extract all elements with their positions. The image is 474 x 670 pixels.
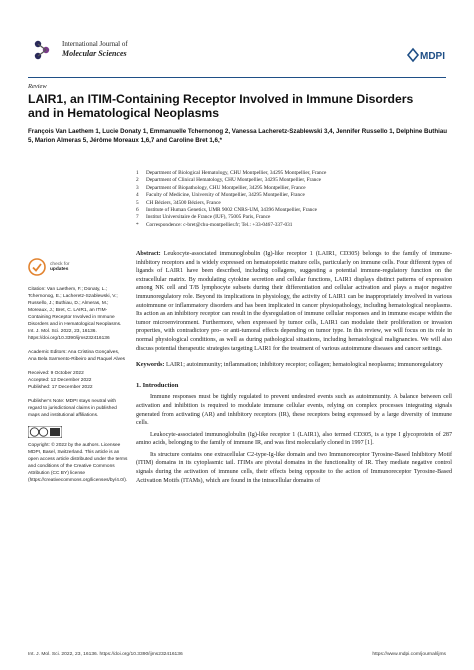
affiliation-number: 5 <box>136 199 139 206</box>
author-list: François Van Laethem 1, Lucie Donaty 1, Emmanuelle Tchernonog 2, Vanessa Lacheretz-Szablewski 3,4, Jennifer Russello 1, Delphine Buthiau 5, Marion Almeras 5, Jérôme Moreaux 1,6,7 and Caroline Bret 1,6,* <box>28 128 448 145</box>
mdpi-logo-text: MDPI <box>420 51 445 62</box>
footer-journal-link[interactable]: https://www.mdpi.com/journal/ijms <box>372 652 446 657</box>
affiliation-item <box>136 214 456 221</box>
check-updates-icon <box>28 258 46 276</box>
journal-name <box>62 40 128 58</box>
affiliation-number: 3 <box>136 184 139 191</box>
abstract-label: Abstract: <box>136 251 161 257</box>
affiliation-text: Department of Biopathology, CHU Montpellier, 34295 Montpellier, France <box>146 184 306 191</box>
affiliation-number: * <box>136 221 139 228</box>
intro-paragraph: Immune responses must be tightly regulated to prevent undesired events such as autoimmunity. A balance between cell activation and inhibition is required to modulate immune cellular events, relying on complex processes integrating signals generated from activating (AR) and inhibitory receptors (IR), these receptors being expressed by a large diversity of immune cells. <box>136 394 452 427</box>
academic-editors: Academic Editors: Ana Cristina Gonçalves, Ana Bela Sarmento-Ribeiro and Raquel Alves <box>28 350 126 362</box>
section-heading-introduction: 1. Introduction <box>136 381 179 389</box>
check-updates-button[interactable] <box>28 258 128 276</box>
sidebar <box>28 258 128 491</box>
publisher-note: Publisher’s Note: MDPI stays neutral with regard to jurisdictional claims in published maps and institutional affiliations. <box>28 399 117 418</box>
affiliation-number: 7 <box>136 214 139 221</box>
affiliation-item <box>136 177 456 184</box>
page-footer <box>28 652 446 657</box>
affiliation-number: 1 <box>136 170 139 176</box>
header-rule <box>28 77 446 78</box>
affiliation-number: 6 <box>136 207 139 214</box>
journal-logo-icon <box>28 36 56 64</box>
article-type: Review <box>28 83 47 90</box>
cc-by-license-icon[interactable] <box>28 426 62 438</box>
affiliation-item <box>136 200 456 207</box>
published-date: Published: 17 December 2022 <box>28 385 93 390</box>
journal-name-line1: International Journal of <box>62 40 128 48</box>
correspondence-text[interactable]: Correspondence: c-bret@chu-montpellier.fr; Tel.: +33-0467-337-031 <box>146 221 293 228</box>
affiliation-text: Faculty of Medicine, University of Montpellier, 34295 Montpellier, France <box>146 192 305 199</box>
footer-citation[interactable]: Int. J. Mol. Sci. 2022, 23, 16136. https://doi.org/10.3390/ijms232416136 <box>28 652 183 657</box>
publication-dates <box>28 370 128 391</box>
affiliation-list <box>136 170 456 229</box>
affiliation-number: 2 <box>136 177 139 184</box>
affiliation-text: Department of Clinical Hematology, CHU Montpellier, 34295 Montpellier, France <box>146 177 322 184</box>
abstract <box>136 250 452 353</box>
affiliation-text: Department of Biological Hematology, CHU Montpellier, 34295 Montpellier, France <box>146 170 327 176</box>
affiliation-item <box>136 192 456 199</box>
intro-paragraph: Its structure contains one extracellular C2-type-Ig-like domain and two Immunoreceptor Tyrosine-Based Inhibitory Motif (ITIM) domains in its cytoplasmic tail. ITIMs are pivotal domains in the functionality of IR. They mediate negative control signals during the activation of immune cells, their effects being opposite to the action of Immunoreceptor Tyrosine-Based Activation Motifs (ITAMs), which are found in the intracellular domains of <box>136 451 452 484</box>
affiliation-number: 4 <box>136 192 139 199</box>
mdpi-logo-icon[interactable] <box>406 46 446 64</box>
journal-name-line2: Molecular Sciences <box>62 49 127 58</box>
keywords-label: Keywords: <box>136 362 165 369</box>
affiliation-text: Institut Universitaire de France (IUF), 75005 Paris, France <box>146 214 271 221</box>
accepted-date: Accepted: 12 December 2022 <box>28 378 92 383</box>
check-updates-line2: updates <box>50 267 69 272</box>
abstract-text: Leukocyte-associated immunoglobulin (Ig)-like receptor 1 (LAIR1, CD305) belongs to the family of immune-inhibitory receptors and is widely expressed on hematopoietic mature cells, particularly on immune cells. Four different types of ligands of LAIR1 have been described, including collagens, suggesting a potential immune-regulatory function on the extracellular matrix. By modulating cytokine secretion and cellular functions, LAIR1 displays distinct patterns of expression among NK cell and T/B lymphocyte subsets during their differentiation and cellular activation and plays a major negative immunoregulatory role. Beyond its implications in physiology, the activity of LAIR1 can be inappropriately involved in various autoimmune or inflammatory disorders and has been implicated in cancer physiopathology, including hematological neoplasms. Its action as an inhibitory receptor can result in the dysregulation of immune cellular responses and in immune escape within the tumor microenvironment. Furthermore, when expressed by tumor cells, LAIR1 can modulate their proliferation or invasion properties, with contradictory pro- or anti-tumoral effects depending on tumor type. In this review, we will focus on its role in normal physiological conditions, as well as during pathological situations, including hematological malignancies. We will also discuss potential therapeutic strategies targeting LAIR1 for the treatment of various autoimmune diseases and cancer settings. <box>136 251 452 352</box>
affiliation-text: Institute of Human Genetics, UMR 9002 CNRS-UM, 34396 Montpellier, France <box>146 207 318 214</box>
affiliation-text: CH Béziers, 34500 Béziers, France <box>146 199 221 206</box>
correspondence-item <box>136 222 456 229</box>
article-title: LAIR1, an ITIM-Containing Receptor Involved in Immune Disorders and in Hematological Neoplasms <box>28 92 414 120</box>
copyright-notice: Copyright: © 2022 by the authors. Licensee MDPI, Basel, Switzerland. This article is an open access article distributed under the terms and conditions of the Creative Commons Attribution (CC BY) license (https://creativecommons.org/licenses/by/4.0/). <box>28 443 128 483</box>
intro-paragraph: Leukocyte-associated immunoglobulin (Ig)-like receptor 1 (LAIR1), also termed CD305, is a type I glycoprotein of 287 amino acids, belonging to the family of immune IR, and was first molecularly cloned in 1997 [1]. <box>136 431 452 447</box>
main-text <box>136 250 452 485</box>
received-date: Received: 9 October 2022 <box>28 371 84 376</box>
keywords-text: LAIR1; autoimmunity; inflammation; inhibitory receptor; collagen; hematological neoplasms; immunoregulatory <box>165 362 443 369</box>
citation-block: Citation: Van Laethem, F.; Donaty, L.; Tchernonog, E.; Lacheretz-Szablewski, V.; Russello, J.; Buthiau, D.; Almeras, M.; Moreaux, J.; Bret, C. LAIR1, an ITIM-Containing Receptor Involved in Immune Disorders and in Hematological Neoplasms. Int. J. Mol. Sci. 2022, 23, 16136. https://doi.org/10.3390/ijms232416136 <box>28 287 122 341</box>
keywords <box>136 361 452 370</box>
check-updates-line1: check for <box>50 261 70 267</box>
check-updates-label <box>50 262 69 273</box>
